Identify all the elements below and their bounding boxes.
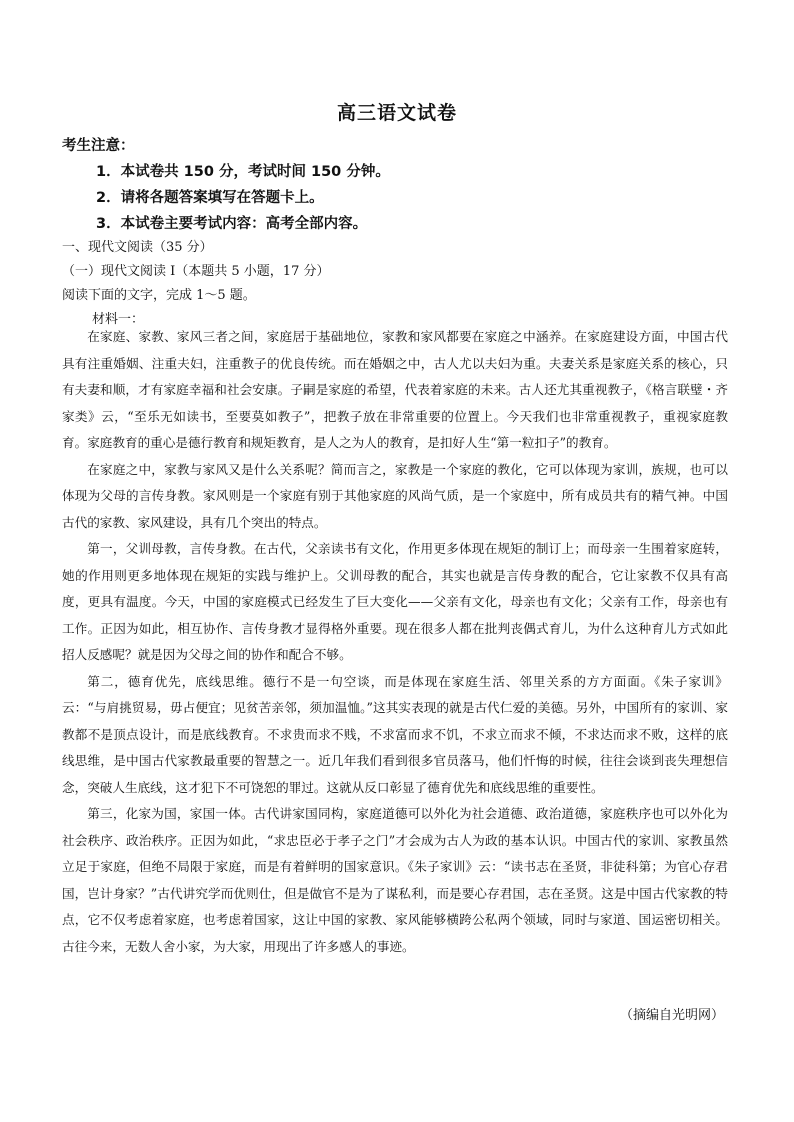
notice-item-3: 3．本试卷主要考试内容：高考全部内容。 bbox=[96, 216, 368, 232]
paragraph-2: 在家庭之中，家教与家风又是什么关系呢？简而言之，家教是一个家庭的教化，它可以体现为家训，族规，也可以体现为父母的言传身教。家风则是一个家庭有别于其他家庭的风尚气质，是一个家庭中，所有成员共有的精气神。中国古代的家教、家风建设，具有几个突出的特点。 bbox=[62, 461, 728, 530]
notice-heading: 考生注意： bbox=[62, 138, 135, 154]
paragraph-5: 第三，化家为国，家国一体。古代讲家国同构，家庭道德可以外化为社会道德、政治道德，家庭秩序也可以外化为社会秩序、政治秩序。正因为如此，“求忠臣必于孝子之门”才会成为古人为政的基本认识。中国古代的家训、家教虽然立足于家庭，但绝不局限于家庭，而是有着鲜明的国家意识。《朱子家训》云：“读书志在圣贤，非徒科第；为官心存君国，岂计身家？”古代讲究学而优则仕，但是做官不是为了谋私利，而是要心存君国，志在圣贤。这是中国古代家教的特点，它不仅考虑着家庭，也考虑着国家，这让中国的家教、家风能够横跨公私两个领域，同时与家道、国运密切相关。古往今来，无数人舍小家，为大家，用现出了许多感人的事迹。 bbox=[62, 806, 728, 954]
source-citation: （摘编自光明网） bbox=[619, 1008, 724, 1023]
section-subheading: （一）现代文阅读 I（本题共 5 小题，17 分） bbox=[62, 264, 330, 279]
notice-item-1: 1．本试卷共 150 分，考试时间 150 分钟。 bbox=[96, 164, 390, 180]
material-body bbox=[62, 324, 728, 960]
paragraph-1: 在家庭、家教、家风三者之间，家庭居于基础地位，家教和家风都要在家庭之中涵养。在家庭建设方面，中国古代具有注重婚姻、注重夫妇，注重教子的优良传统。而在婚姻之中，古人尤以夫妇为重。夫妻关系是家庭关系的核心，只有夫妻和顺，才有家庭幸福和社会安康。子嗣是家庭的希望，代表着家庭的未来。古人还尤其重视教子，《格言联璧・齐家类》云，“至乐无如读书，至要莫如教子”，把教子放在非常重要的位置上。今天我们也非常重视教子，重视家庭教育。家庭教育的重心是德行教育和规矩教育，是人之为人的教育，是扣好人生“第一粒扣子”的教育。 bbox=[62, 329, 728, 450]
paragraph-4: 第二，德育优先，底线思维。德行不是一句空谈，而是体现在家庭生活、邻里关系的方方面面。《朱子家训》云：“与肩挑贸易，毋占便宜；见贫苦亲邻，须加温恤。”这其实表现的就是古代仁爱的美德。另外，中国所有的家训、家教都不是顶点设计，而是底线教育。不求贵而求不贱，不求富而求不饥，不求立而求不倾，不求达而求不败，这样的底线思维，是中国古代家教最重要的智慧之一。近几年我们看到很多官员落马，他们忏悔的时候，往往会谈到丧失理想信念，突破人生底线，这才犯下不可饶恕的罪过。这就从反口彰显了德育优先和底线思维的重要性。 bbox=[62, 673, 728, 795]
material-label: 材料一： bbox=[92, 312, 145, 327]
reading-instruction: 阅读下面的文字，完成 1～5 题。 bbox=[62, 288, 256, 303]
section-heading: 一、现代文阅读（35 分） bbox=[62, 240, 213, 255]
exam-title: 高三语文试卷 bbox=[336, 102, 457, 124]
paragraph-3: 第一，父训母教，言传身教。在古代，父亲读书有文化，作用更多体现在规矩的制订上；而母亲一生围着家庭转，她的作用则更多地体现在规矩的实践与维护上。父训母教的配合，其实也就是言传身教的配合，它让家教不仅具有高度，更具有温度。今天，中国的家庭模式已经发生了巨大变化——父亲有文化，母亲也有文化；父亲有工作，母亲也有工作。正因为如此，相互协作、言传身教才显得格外重要。现在很多人都在批判丧偶式育儿，为什么这种育儿方式如此招人反感呢？就是因为父母之间的协作和配合不够。 bbox=[62, 541, 728, 662]
notice-item-2: 2．请将各题答案填写在答题卡上。 bbox=[96, 190, 324, 206]
